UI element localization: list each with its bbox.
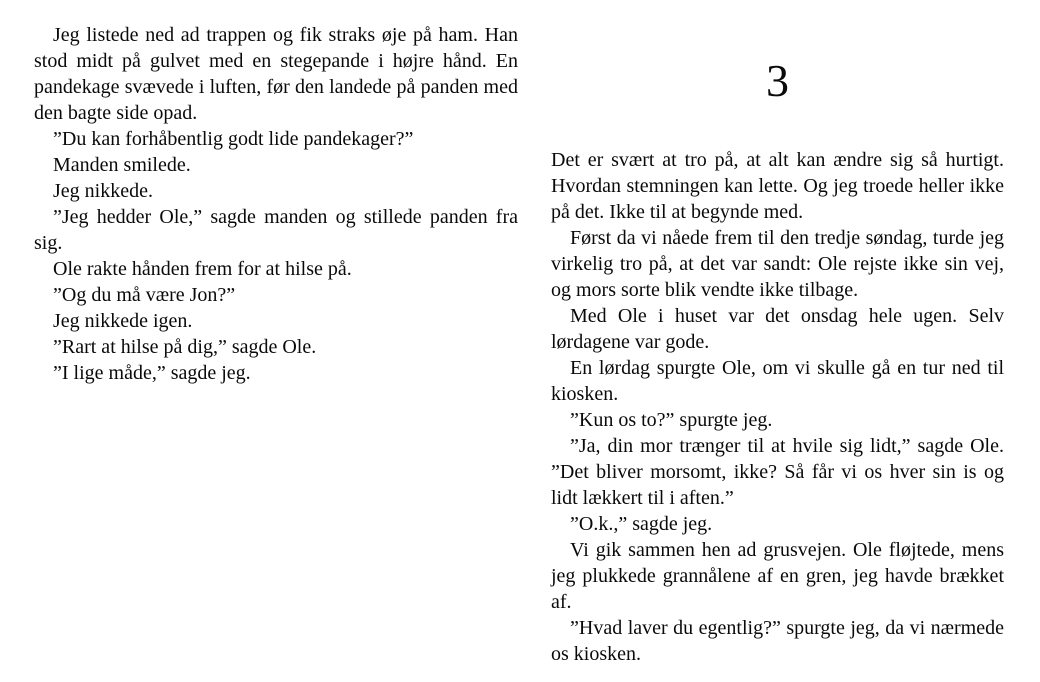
right-page-text (551, 147, 1004, 667)
paragraph: Først da vi nåede frem til den tredje søndag, turde jeg virkelig tro på, at det var sandt: Ole rejste ikke sin vej, og mors sorte blik vendte ikke tilbage. (551, 227, 1004, 301)
right-page (551, 22, 1004, 667)
paragraph: ”Og du må være Jon?” (53, 284, 236, 306)
paragraph: Det er svært at tro på, at alt kan ændre sig så hurtigt. Hvordan stemningen kan lette. Og jeg troede heller ikke på det. Ikke til at begynde med. (551, 149, 1004, 223)
paragraph: ”Ja, din mor trænger til at hvile sig lidt,” sagde Ole. ”Det bliver morsomt, ikke? Så får vi os hver sin is og lidt lækkert til i aften.” (551, 435, 1004, 509)
paragraph: Jeg nikkede. (53, 180, 153, 202)
paragraph: Jeg nikkede igen. (53, 310, 193, 332)
left-page (34, 22, 518, 386)
paragraph: ”Du kan forhåbentlig godt lide pandekager?” (53, 128, 414, 150)
paragraph: ”O.k.,” sagde jeg. (570, 513, 713, 535)
chapter-number: 3 (766, 55, 789, 106)
left-page-text (34, 22, 518, 386)
paragraph: ”Hvad laver du egentlig?” spurgte jeg, da vi nærmede os kiosken. (551, 617, 1004, 665)
paragraph: Vi gik sammen hen ad grusvejen. Ole fløjtede, mens jeg plukkede grannålene af en gren, jeg havde brækket af. (551, 539, 1004, 613)
paragraph: ”Rart at hilse på dig,” sagde Ole. (53, 336, 317, 358)
paragraph: Ole rakte hånden frem for at hilse på. (53, 258, 352, 280)
paragraph: Jeg listede ned ad trappen og fik straks øje på ham. Han stod midt på gulvet med en stegepande i højre hånd. En pandekage svævede i luften, før den landede på panden med den bagte side opad. (34, 24, 518, 124)
paragraph: ”Jeg hedder Ole,” sagde manden og stillede panden fra sig. (34, 206, 518, 254)
paragraph: ”Kun os to?” spurgte jeg. (570, 409, 773, 431)
paragraph: Manden smilede. (53, 154, 191, 176)
paragraph: ”I lige måde,” sagde jeg. (53, 362, 251, 384)
paragraph: En lørdag spurgte Ole, om vi skulle gå en tur ned til kiosken. (551, 357, 1004, 405)
paragraph: Med Ole i huset var det onsdag hele ugen. Selv lørdagene var gode. (551, 305, 1004, 353)
